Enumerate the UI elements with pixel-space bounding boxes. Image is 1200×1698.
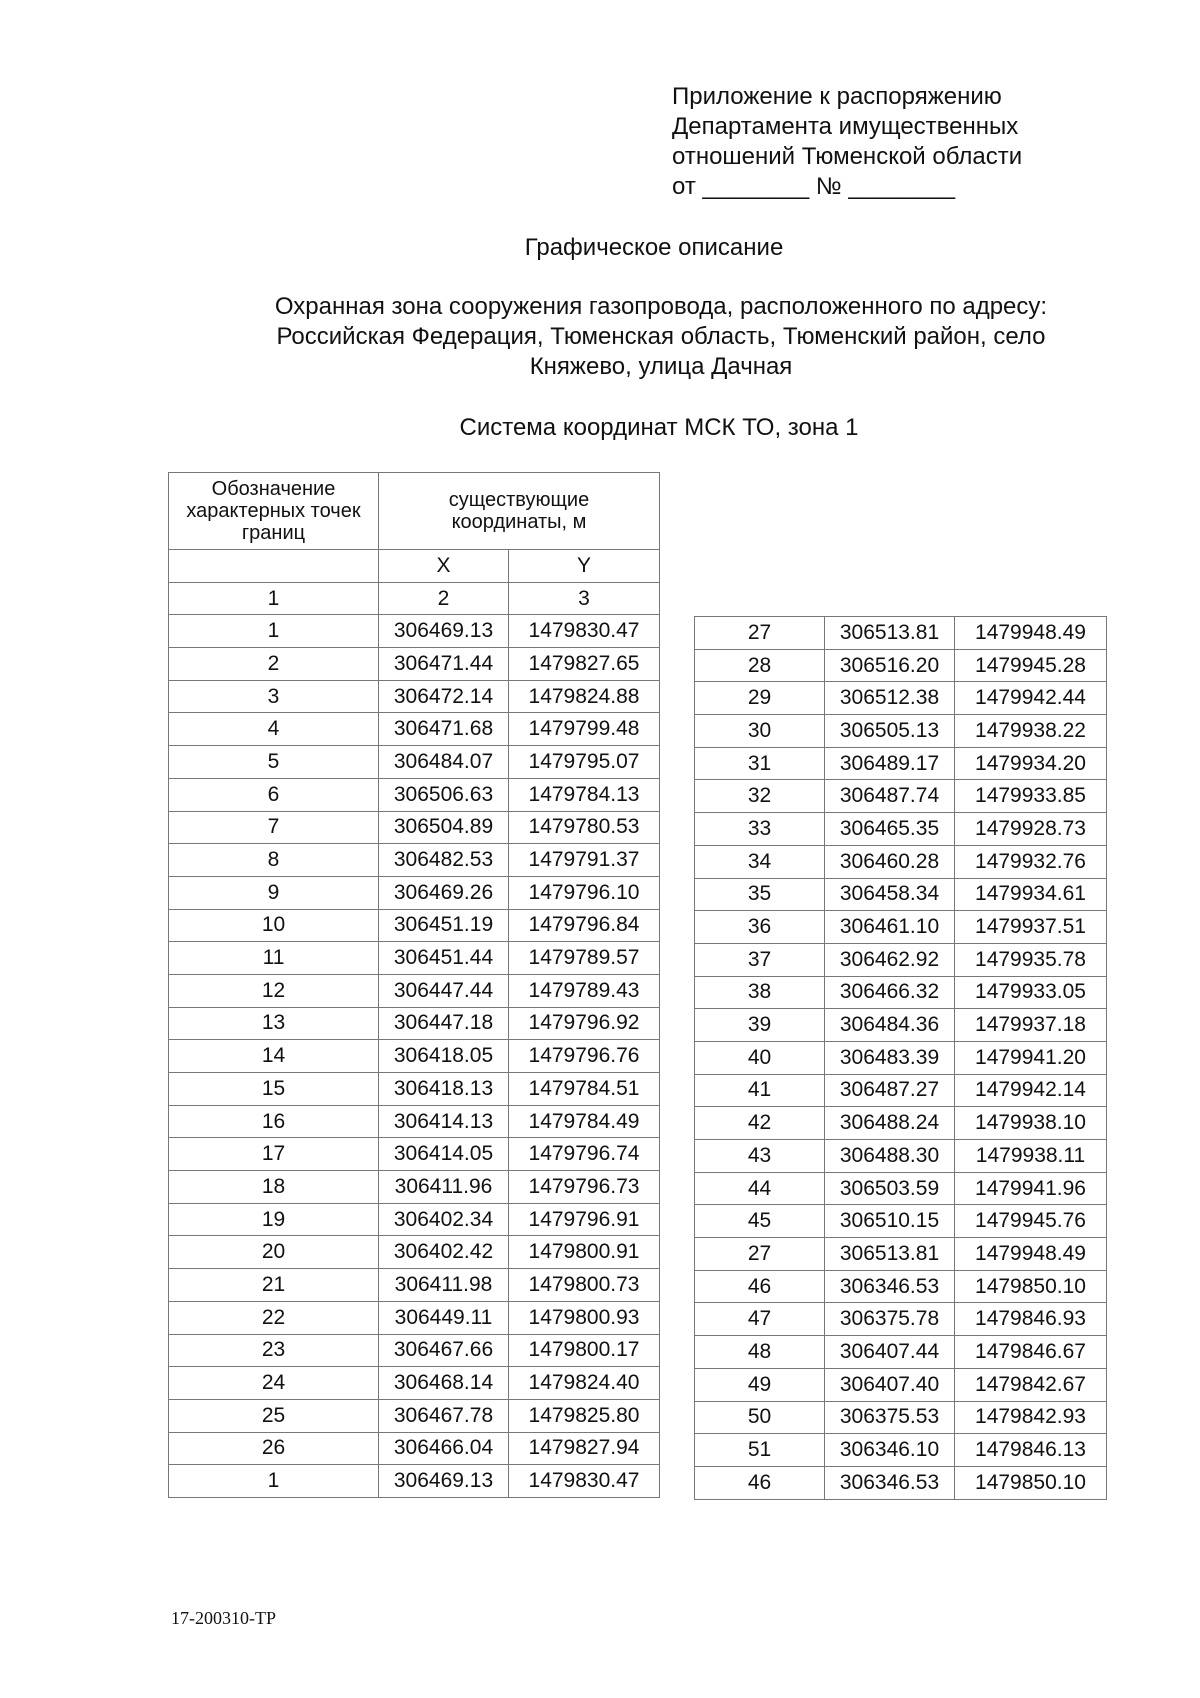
y-value: 1479846.13 — [955, 1434, 1107, 1467]
point-number: 47 — [695, 1303, 825, 1336]
y-value: 1479796.10 — [509, 876, 660, 909]
point-number: 22 — [169, 1301, 379, 1334]
table-row — [695, 682, 1107, 715]
point-number: 1 — [169, 615, 379, 648]
y-value: 1479948.49 — [955, 1238, 1107, 1271]
point-number: 6 — [169, 778, 379, 811]
x-value: 306411.98 — [379, 1269, 509, 1302]
point-number: 33 — [695, 813, 825, 846]
point-number: 49 — [695, 1368, 825, 1401]
table-row — [695, 1336, 1107, 1369]
table-row — [695, 1172, 1107, 1205]
x-value: 306458.34 — [825, 878, 955, 911]
table-row — [695, 715, 1107, 748]
x-value: 306346.10 — [825, 1434, 955, 1467]
coords-column-header: существующие координаты, м — [379, 473, 660, 550]
x-value: 306418.05 — [379, 1040, 509, 1073]
y-value: 1479934.61 — [955, 878, 1107, 911]
table-row — [169, 1105, 660, 1138]
y-value: 1479938.10 — [955, 1107, 1107, 1140]
table-row — [695, 747, 1107, 780]
y-value: 1479948.49 — [955, 617, 1107, 650]
document-title: Графическое описание — [524, 234, 784, 261]
table-row — [169, 1399, 660, 1432]
x-value: 306465.35 — [825, 813, 955, 846]
y-value: 1479824.40 — [509, 1367, 660, 1400]
table-row — [695, 813, 1107, 846]
table-number-row — [169, 582, 660, 615]
point-number: 16 — [169, 1105, 379, 1138]
table-header-row — [169, 473, 660, 550]
point-number: 1 — [169, 1465, 379, 1498]
table-row — [695, 1205, 1107, 1238]
appendix-line: отношений Тюменской области — [672, 143, 1023, 170]
table-row — [169, 1171, 660, 1204]
x-value: 306461.10 — [825, 911, 955, 944]
y-value: 1479934.20 — [955, 747, 1107, 780]
point-number: 28 — [695, 649, 825, 682]
table-row — [169, 1203, 660, 1236]
coordinate-system: Система координат МСК ТО, зона 1 — [459, 414, 859, 441]
x-value: 306483.39 — [825, 1041, 955, 1074]
y-value: 1479942.14 — [955, 1074, 1107, 1107]
point-number: 8 — [169, 844, 379, 877]
point-number: 24 — [169, 1367, 379, 1400]
x-value: 306447.44 — [379, 974, 509, 1007]
y-value: 1479842.67 — [955, 1368, 1107, 1401]
table-row — [695, 1238, 1107, 1271]
point-number: 31 — [695, 747, 825, 780]
table-row — [695, 1041, 1107, 1074]
x-value: 306447.18 — [379, 1007, 509, 1040]
table-row — [169, 1301, 660, 1334]
x-value: 306472.14 — [379, 680, 509, 713]
column-number: 1 — [169, 582, 379, 615]
table-row — [695, 943, 1107, 976]
appendix-line: Департамента имущественных — [672, 113, 1019, 140]
point-number: 48 — [695, 1336, 825, 1369]
table-row — [695, 1368, 1107, 1401]
y-value: 1479937.18 — [955, 1009, 1107, 1042]
point-number: 40 — [695, 1041, 825, 1074]
coordinates-table-left — [168, 472, 660, 1498]
y-value: 1479800.93 — [509, 1301, 660, 1334]
point-column-header: Обозначение характерных точек границ — [169, 473, 379, 550]
x-value: 306510.15 — [825, 1205, 955, 1238]
point-number: 27 — [695, 1238, 825, 1271]
y-value: 1479945.28 — [955, 649, 1107, 682]
table-row — [169, 1236, 660, 1269]
table-row — [169, 942, 660, 975]
y-value: 1479830.47 — [509, 615, 660, 648]
point-number: 18 — [169, 1171, 379, 1204]
x-value: 306375.78 — [825, 1303, 955, 1336]
point-number: 29 — [695, 682, 825, 715]
appendix-line: Приложение к распоряжению — [672, 83, 1002, 110]
table-row — [169, 746, 660, 779]
y-value: 1479796.84 — [509, 909, 660, 942]
table-row — [695, 1466, 1107, 1499]
point-number: 17 — [169, 1138, 379, 1171]
y-value: 1479846.93 — [955, 1303, 1107, 1336]
column-number: 3 — [509, 582, 660, 615]
y-value: 1479938.11 — [955, 1140, 1107, 1173]
point-number: 15 — [169, 1073, 379, 1106]
y-value: 1479784.51 — [509, 1073, 660, 1106]
x-value: 306471.44 — [379, 648, 509, 681]
y-value: 1479796.73 — [509, 1171, 660, 1204]
point-number: 32 — [695, 780, 825, 813]
table-axis-row — [169, 550, 660, 583]
zone-line: Российская Федерация, Тюменская область, Тюменский район, село — [276, 323, 1046, 350]
empty-cell — [169, 550, 379, 583]
table-row — [169, 1334, 660, 1367]
point-number: 27 — [695, 617, 825, 650]
table-row — [169, 680, 660, 713]
table-row — [169, 778, 660, 811]
x-value: 306346.53 — [825, 1466, 955, 1499]
point-number: 42 — [695, 1107, 825, 1140]
table-row — [695, 845, 1107, 878]
point-number: 44 — [695, 1172, 825, 1205]
point-number: 9 — [169, 876, 379, 909]
y-value: 1479928.73 — [955, 813, 1107, 846]
point-number: 50 — [695, 1401, 825, 1434]
point-number: 43 — [695, 1140, 825, 1173]
x-value: 306469.26 — [379, 876, 509, 909]
table-row — [695, 976, 1107, 1009]
y-value: 1479850.10 — [955, 1270, 1107, 1303]
x-value: 306414.05 — [379, 1138, 509, 1171]
y-value: 1479800.91 — [509, 1236, 660, 1269]
x-value: 306487.74 — [825, 780, 955, 813]
x-value: 306489.17 — [825, 747, 955, 780]
point-number: 2 — [169, 648, 379, 681]
appendix-line: от ________ № ________ — [672, 173, 956, 200]
y-value: 1479938.22 — [955, 715, 1107, 748]
point-number: 10 — [169, 909, 379, 942]
table-row — [169, 811, 660, 844]
y-value: 1479945.76 — [955, 1205, 1107, 1238]
table-row — [169, 615, 660, 648]
point-number: 21 — [169, 1269, 379, 1302]
x-value: 306407.44 — [825, 1336, 955, 1369]
table-row — [169, 1073, 660, 1106]
x-value: 306462.92 — [825, 943, 955, 976]
x-value: 306451.44 — [379, 942, 509, 975]
point-number: 45 — [695, 1205, 825, 1238]
x-value: 306505.13 — [825, 715, 955, 748]
point-number: 30 — [695, 715, 825, 748]
y-value: 1479800.73 — [509, 1269, 660, 1302]
x-value: 306466.04 — [379, 1432, 509, 1465]
x-value: 306402.42 — [379, 1236, 509, 1269]
table-row — [695, 878, 1107, 911]
point-number: 46 — [695, 1270, 825, 1303]
y-value: 1479796.76 — [509, 1040, 660, 1073]
x-value: 306513.81 — [825, 1238, 955, 1271]
x-value: 306449.11 — [379, 1301, 509, 1334]
point-number: 20 — [169, 1236, 379, 1269]
y-value: 1479799.48 — [509, 713, 660, 746]
table-row — [695, 1401, 1107, 1434]
x-value: 306504.89 — [379, 811, 509, 844]
point-number: 4 — [169, 713, 379, 746]
y-value: 1479933.05 — [955, 976, 1107, 1009]
y-value: 1479780.53 — [509, 811, 660, 844]
point-number: 25 — [169, 1399, 379, 1432]
y-value: 1479850.10 — [955, 1466, 1107, 1499]
appendix-header — [672, 82, 1022, 202]
point-number: 34 — [695, 845, 825, 878]
x-value: 306487.27 — [825, 1074, 955, 1107]
y-value: 1479937.51 — [955, 911, 1107, 944]
point-number: 12 — [169, 974, 379, 1007]
x-value: 306467.66 — [379, 1334, 509, 1367]
table-row — [695, 1009, 1107, 1042]
table-row — [169, 974, 660, 1007]
x-value: 306411.96 — [379, 1171, 509, 1204]
table-row — [695, 1107, 1107, 1140]
x-value: 306484.36 — [825, 1009, 955, 1042]
y-header: Y — [509, 550, 660, 583]
table-row — [169, 1465, 660, 1498]
point-number: 51 — [695, 1434, 825, 1467]
x-value: 306467.78 — [379, 1399, 509, 1432]
table-row — [169, 909, 660, 942]
point-number: 7 — [169, 811, 379, 844]
table-row — [169, 1269, 660, 1302]
x-value: 306375.53 — [825, 1401, 955, 1434]
y-value: 1479784.13 — [509, 778, 660, 811]
x-value: 306402.34 — [379, 1203, 509, 1236]
x-value: 306516.20 — [825, 649, 955, 682]
table-row — [169, 876, 660, 909]
y-value: 1479842.93 — [955, 1401, 1107, 1434]
x-value: 306482.53 — [379, 844, 509, 877]
table-row — [169, 1367, 660, 1400]
table-row — [695, 1434, 1107, 1467]
y-value: 1479827.94 — [509, 1432, 660, 1465]
y-value: 1479827.65 — [509, 648, 660, 681]
y-value: 1479846.67 — [955, 1336, 1107, 1369]
y-value: 1479796.92 — [509, 1007, 660, 1040]
point-number: 36 — [695, 911, 825, 944]
y-value: 1479784.49 — [509, 1105, 660, 1138]
x-value: 306469.13 — [379, 1465, 509, 1498]
x-value: 306346.53 — [825, 1270, 955, 1303]
table-row — [169, 1040, 660, 1073]
y-value: 1479932.76 — [955, 845, 1107, 878]
point-number: 39 — [695, 1009, 825, 1042]
x-value: 306451.19 — [379, 909, 509, 942]
table-row — [695, 1270, 1107, 1303]
table-row — [695, 911, 1107, 944]
point-number: 26 — [169, 1432, 379, 1465]
x-value: 306407.40 — [825, 1368, 955, 1401]
y-value: 1479796.74 — [509, 1138, 660, 1171]
y-value: 1479795.07 — [509, 746, 660, 779]
y-value: 1479789.57 — [509, 942, 660, 975]
table-row — [695, 1140, 1107, 1173]
y-value: 1479796.91 — [509, 1203, 660, 1236]
x-value: 306469.13 — [379, 615, 509, 648]
x-value: 306471.68 — [379, 713, 509, 746]
x-value: 306488.24 — [825, 1107, 955, 1140]
x-header: X — [379, 550, 509, 583]
point-number: 19 — [169, 1203, 379, 1236]
x-value: 306503.59 — [825, 1172, 955, 1205]
table-row — [695, 780, 1107, 813]
table-row — [169, 1007, 660, 1040]
point-number: 38 — [695, 976, 825, 1009]
y-value: 1479942.44 — [955, 682, 1107, 715]
x-value: 306513.81 — [825, 617, 955, 650]
y-value: 1479791.37 — [509, 844, 660, 877]
point-number: 11 — [169, 942, 379, 975]
point-number: 3 — [169, 680, 379, 713]
zone-line: Охранная зона сооружения газопровода, расположенного по адресу: — [274, 293, 1048, 320]
table-row — [169, 713, 660, 746]
x-value: 306460.28 — [825, 845, 955, 878]
x-value: 306418.13 — [379, 1073, 509, 1106]
x-value: 306484.07 — [379, 746, 509, 779]
x-value: 306468.14 — [379, 1367, 509, 1400]
point-number: 13 — [169, 1007, 379, 1040]
coordinates-table-right — [694, 616, 1107, 1500]
x-value: 306488.30 — [825, 1140, 955, 1173]
y-value: 1479824.88 — [509, 680, 660, 713]
table-row — [695, 617, 1107, 650]
y-value: 1479800.17 — [509, 1334, 660, 1367]
point-number: 41 — [695, 1074, 825, 1107]
y-value: 1479941.96 — [955, 1172, 1107, 1205]
column-number: 2 — [379, 582, 509, 615]
x-value: 306414.13 — [379, 1105, 509, 1138]
table-row — [169, 1432, 660, 1465]
point-number: 23 — [169, 1334, 379, 1367]
y-value: 1479789.43 — [509, 974, 660, 1007]
table-row — [169, 1138, 660, 1171]
y-value: 1479941.20 — [955, 1041, 1107, 1074]
zone-line: Княжево, улица Дачная — [529, 353, 793, 380]
table-row — [695, 1074, 1107, 1107]
point-number: 14 — [169, 1040, 379, 1073]
point-number: 37 — [695, 943, 825, 976]
document-code: 17-200310-ТР — [171, 1608, 276, 1628]
table-row — [169, 648, 660, 681]
table-row — [169, 844, 660, 877]
zone-description — [214, 292, 1108, 382]
y-value: 1479830.47 — [509, 1465, 660, 1498]
table-row — [695, 649, 1107, 682]
x-value: 306506.63 — [379, 778, 509, 811]
x-value: 306512.38 — [825, 682, 955, 715]
point-number: 5 — [169, 746, 379, 779]
y-value: 1479933.85 — [955, 780, 1107, 813]
table-row — [695, 1303, 1107, 1336]
point-number: 35 — [695, 878, 825, 911]
y-value: 1479935.78 — [955, 943, 1107, 976]
y-value: 1479825.80 — [509, 1399, 660, 1432]
x-value: 306466.32 — [825, 976, 955, 1009]
point-number: 46 — [695, 1466, 825, 1499]
